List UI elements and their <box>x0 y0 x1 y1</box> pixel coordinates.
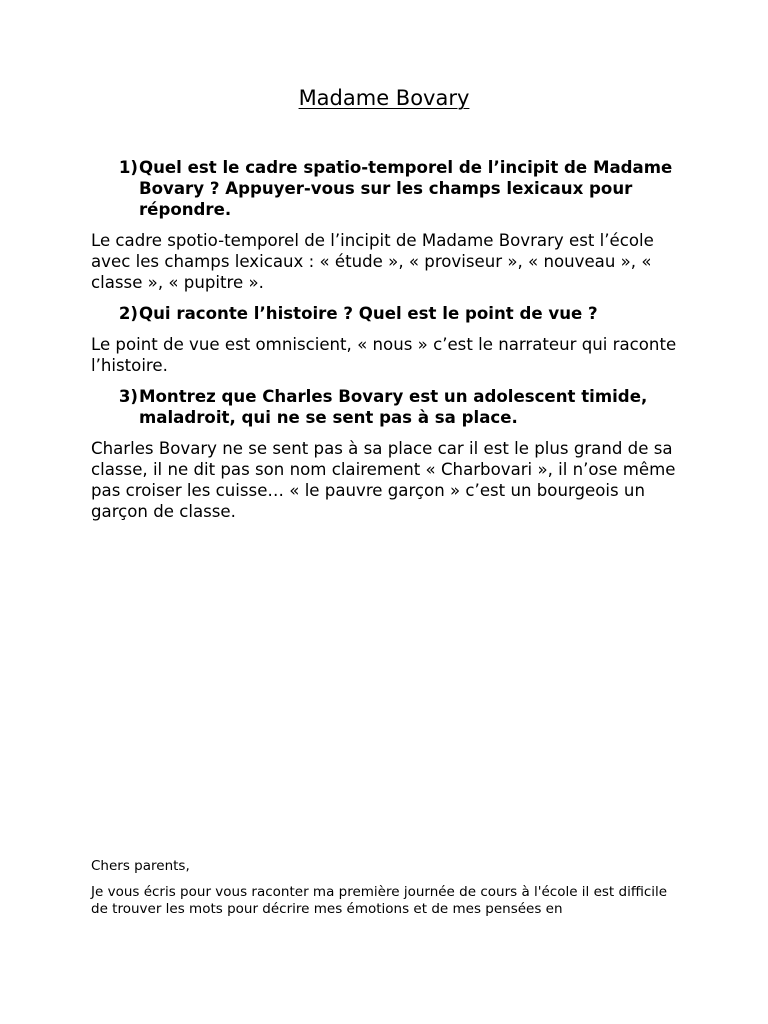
question-text: Montrez que Charles Bovary est un adolescent timide, maladroit, qui ne se sent pas à sa place. <box>139 387 648 427</box>
question-2 <box>91 303 681 324</box>
letter-body: Je vous écris pour vous raconter ma première journée de cours à l'école il est difficile de trouver les mots pour décrire mes émotions et de mes pensées en <box>91 884 668 917</box>
page-title-text: Madame Bovary <box>298 86 470 110</box>
letter <box>91 858 681 927</box>
letter-greeting: Chers parents, <box>91 858 190 874</box>
question-number: 3) <box>118 387 138 406</box>
answer-1: Le cadre spotio-temporel de l’incipit de Madame Bovrary est l’école avec les champs lexicaux : « étude », « proviseur », « nouveau », « classe », « pupitre ». <box>91 231 654 292</box>
question-text: Quel est le cadre spatio-temporel de l’incipit de Madame Bovary ? Appuyer-vous sur les champs lexicaux pour répondre. <box>139 158 673 219</box>
page-title <box>0 84 768 112</box>
answer-2: Le point de vue est omniscient, « nous » c’est le narrateur qui raconte l’histoire. <box>91 335 677 375</box>
qa-content <box>91 157 681 532</box>
question-1 <box>91 157 681 220</box>
question-number: 2) <box>118 304 138 323</box>
answer-3: Charles Bovary ne se sent pas à sa place car il est le plus grand de sa classe, il ne dit pas son nom clairement « Charbovari », il n’ose même pas croiser les cuisse… « le pauvre garçon » c’est un bourgeois un garçon de classe. <box>91 439 676 521</box>
question-3 <box>91 386 681 428</box>
question-number: 1) <box>118 158 138 177</box>
question-text: Qui raconte l’histoire ? Quel est le point de vue ? <box>139 304 598 323</box>
